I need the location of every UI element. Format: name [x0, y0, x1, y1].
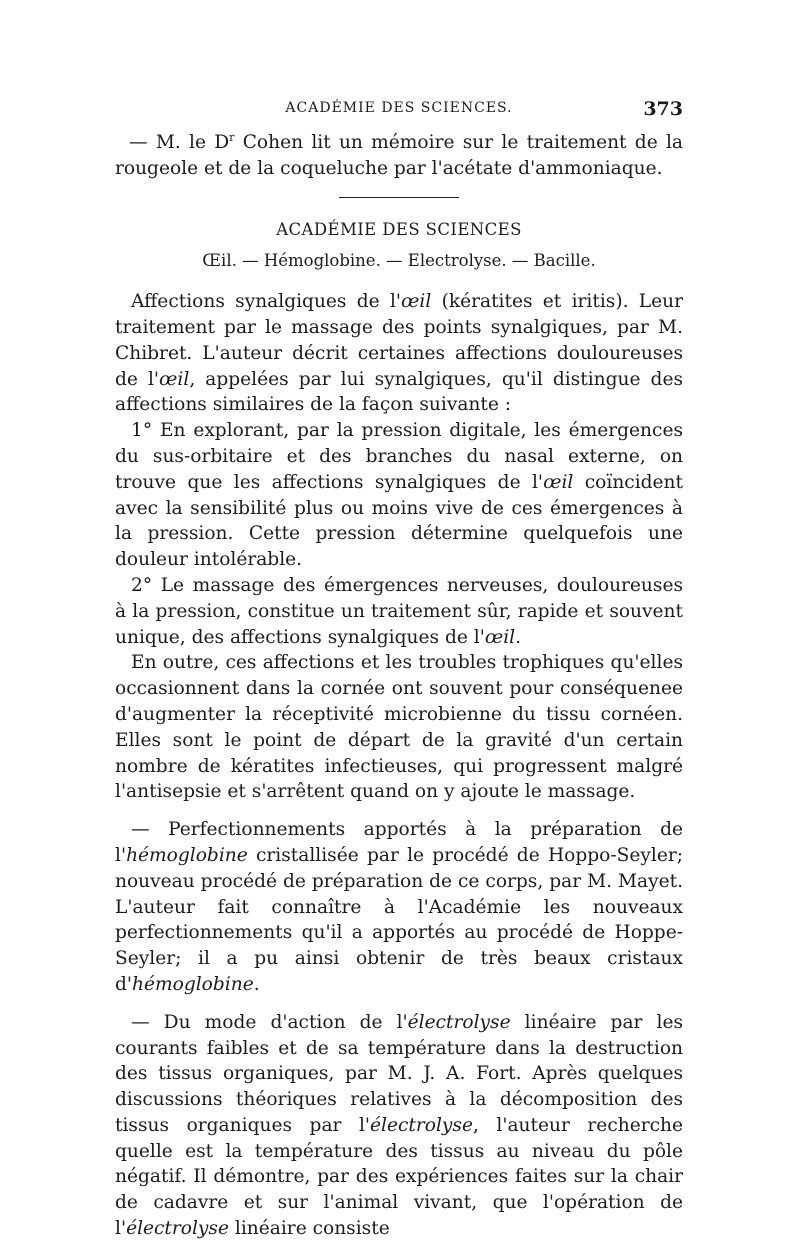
running-title: ACADÉMIE DES SCIENCES.	[285, 100, 513, 116]
intro-paragraph: — M. le $D^r$ Cohen lit un mémoire sur le traitement de la rougeole et de la coqueluche par l'acétate d'ammoniaque.	[115, 130, 683, 179]
page-number: 373	[643, 98, 683, 120]
body-text	[115, 130, 683, 1242]
paragraph-point-2: 2° Le massage des émergences nerveuses, douloureuses à la pression, constitue un traitement sûr, rapide et souvent unique, des affections synalgiques de l'œil.	[115, 574, 683, 648]
paragraph-electrolyse: — Du mode d'action de l'électrolyse linéaire par les courants faibles et de sa température dans la destruction des tissus organiques, par M. J. A. Fort. Après quelques discussions théoriques relatives à la décomposition des tissus organiques par l'électrolyse, l'auteur recherche quelle est la température des tissus au niveau du pôle négatif. Il démontre, par des expériences faites sur la chair de cadavre et sur l'animal vivant, que l'opération de l'électrolyse linéaire consiste	[115, 1011, 683, 1240]
page-header	[115, 98, 683, 122]
paragraph-hemoglobine: — Perfectionnements apportés à la préparation de l'hémoglobine cristallisée par le procédé de Hoppo-Seyler; nouveau procédé de préparation de ce corps, par M. Mayet. L'auteur fait connaître à l'Académie les nouveaux perfectionnements qu'il a apportés au procédé de Hoppe-Seyler; il a pu ainsi obtenir de très beaux cristaux d'hémoglobine.	[115, 819, 683, 995]
paragraph-en-outre: En outre, ces affections et les troubles trophiques qu'elles occasionnent dans la cornée ont souvent pour conséquenee d'augmenter la réceptivité microbienne du tissu cornéen. Elles sont le point de départ de la gravité d'un certain nombre de kératites infectieuses, qui progressent malgré l'antisepsie et s'arrêtent quand on y ajoute le massage.	[115, 652, 683, 803]
section-title: ACADÉMIE DES SCIENCES	[276, 219, 522, 239]
section-divider	[339, 197, 459, 198]
section-keywords: Œil. — Hémoglobine. — Electrolyse. — Bacille.	[202, 251, 596, 271]
paragraph-point-1: 1° En explorant, par la pression digitale, les émergences du sus-orbitaire et des branches du nasal externe, on trouve que les affections synalgiques de l'œil coïncident avec la sensibilité plus ou moins vive de ces émergences à la pression. Cette pression détermine quelquefois une douleur intolérable.	[115, 420, 684, 571]
paragraph-affections: Affections synalgiques de l'œil (kératites et iritis). Leur traitement par le massage des points synalgiques, par M. Chibret. L'auteur décrit certaines affections douloureuses de l'œil, appelées par lui synalgiques, qu'il distingue des affections similaires de la façon suivante :	[115, 291, 684, 416]
